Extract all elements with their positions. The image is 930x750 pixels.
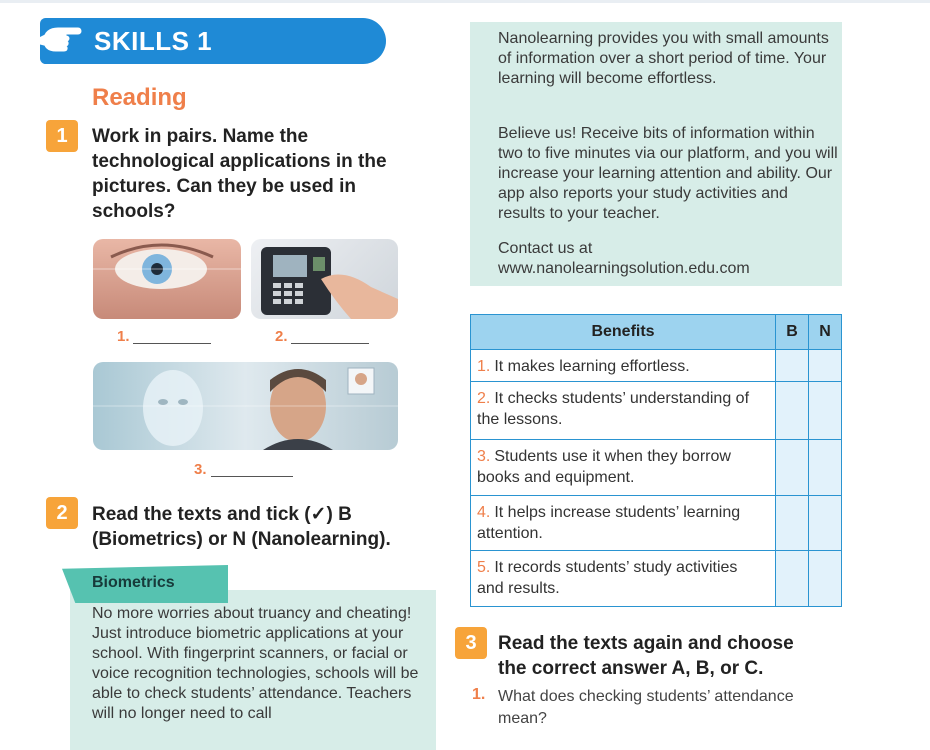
- table-row: [471, 350, 842, 382]
- benefit-statement: [471, 382, 776, 440]
- n-checkbox-cell[interactable]: [809, 551, 842, 607]
- question-number-badge: 3: [455, 627, 487, 659]
- question-number-badge: 2: [46, 497, 78, 529]
- blank-label-3: 3.: [194, 461, 207, 478]
- n-header: N: [809, 315, 842, 350]
- row-number: 1.: [477, 358, 491, 375]
- table-row: [471, 382, 842, 440]
- eye-scan-picture: [93, 239, 241, 319]
- blank-label-1: 1.: [117, 328, 130, 345]
- b-checkbox-cell[interactable]: [776, 496, 809, 551]
- page-title: SKILLS 1: [94, 26, 213, 56]
- benefits-table: [470, 314, 842, 607]
- row-text: It checks students’ understanding of the lessons.: [477, 390, 750, 428]
- benefit-statement: [471, 350, 776, 382]
- sub-question-text: What does checking students’ attendance mean?: [498, 688, 794, 727]
- n-checkbox-cell[interactable]: [809, 496, 842, 551]
- row-number: 5.: [477, 559, 491, 576]
- question-1-text: Work in pairs. Name the technological applications in the pictures. Can they be used in schools?: [92, 126, 387, 222]
- row-number: 3.: [477, 448, 491, 465]
- row-text: Students use it when they borrow books and equipment.: [477, 448, 731, 486]
- facial-recognition-picture: [93, 362, 398, 450]
- blank-label-2: 2.: [275, 328, 288, 345]
- benefit-statement: [471, 496, 776, 551]
- table-row: [471, 440, 842, 496]
- row-number: 4.: [477, 504, 491, 521]
- row-text: It makes learning effortless.: [494, 358, 690, 375]
- nanolearning-contact-label: Contact us at: [498, 240, 593, 257]
- answer-line-3: [211, 476, 293, 477]
- b-header: B: [776, 315, 809, 350]
- nanolearning-paragraph-1: Nanolearning provides you with small amounts of information over a short period of time. Your learning will become effortless.: [498, 30, 829, 87]
- answer-line-2: [291, 343, 369, 344]
- n-checkbox-cell[interactable]: [809, 350, 842, 382]
- benefits-header: Benefits: [471, 315, 776, 350]
- answer-line-1: [133, 343, 211, 344]
- question-2-text: Read the texts and tick (✓) B (Biometrics) or N (Nanolearning).: [92, 504, 391, 550]
- fingerprint-scanner-picture: [251, 239, 398, 319]
- question-number-badge: 1: [46, 120, 78, 152]
- biometrics-title: Biometrics: [92, 574, 175, 591]
- nanolearning-paragraph-2: Believe us! Receive bits of information within two to five minutes via our platform, and you will increase your learning attention and ability. Our app also reports your study activities and results to your teacher.: [498, 125, 838, 222]
- question-3-text: Read the texts again and choose the correct answer A, B, or C.: [498, 633, 794, 679]
- b-checkbox-cell[interactable]: [776, 551, 809, 607]
- benefit-statement: [471, 551, 776, 607]
- b-checkbox-cell[interactable]: [776, 440, 809, 496]
- table-row: [471, 496, 842, 551]
- section-banner: [40, 18, 386, 64]
- row-text: It records students’ study activities and results.: [477, 559, 738, 597]
- section-heading: Reading: [92, 84, 187, 111]
- b-checkbox-cell[interactable]: [776, 382, 809, 440]
- table-header-row: [471, 315, 842, 350]
- top-border: [0, 0, 930, 3]
- pointing-hand-icon: [38, 20, 84, 60]
- n-checkbox-cell[interactable]: [809, 440, 842, 496]
- benefit-statement: [471, 440, 776, 496]
- sub-question-number: 1.: [472, 686, 486, 703]
- table-row: [471, 551, 842, 607]
- row-number: 2.: [477, 390, 491, 407]
- n-checkbox-cell[interactable]: [809, 382, 842, 440]
- nanolearning-website: www.nanolearningsolution.edu.com: [498, 260, 750, 277]
- row-text: It helps increase students’ learning attention.: [477, 504, 741, 542]
- biometrics-text: No more worries about truancy and cheating! Just introduce biometric applications at your school. With fingerprint scanners, or facial or voice recognition technologies, schools will be able to check students’ attendance. Teachers will no longer need to call: [92, 605, 419, 722]
- b-checkbox-cell[interactable]: [776, 350, 809, 382]
